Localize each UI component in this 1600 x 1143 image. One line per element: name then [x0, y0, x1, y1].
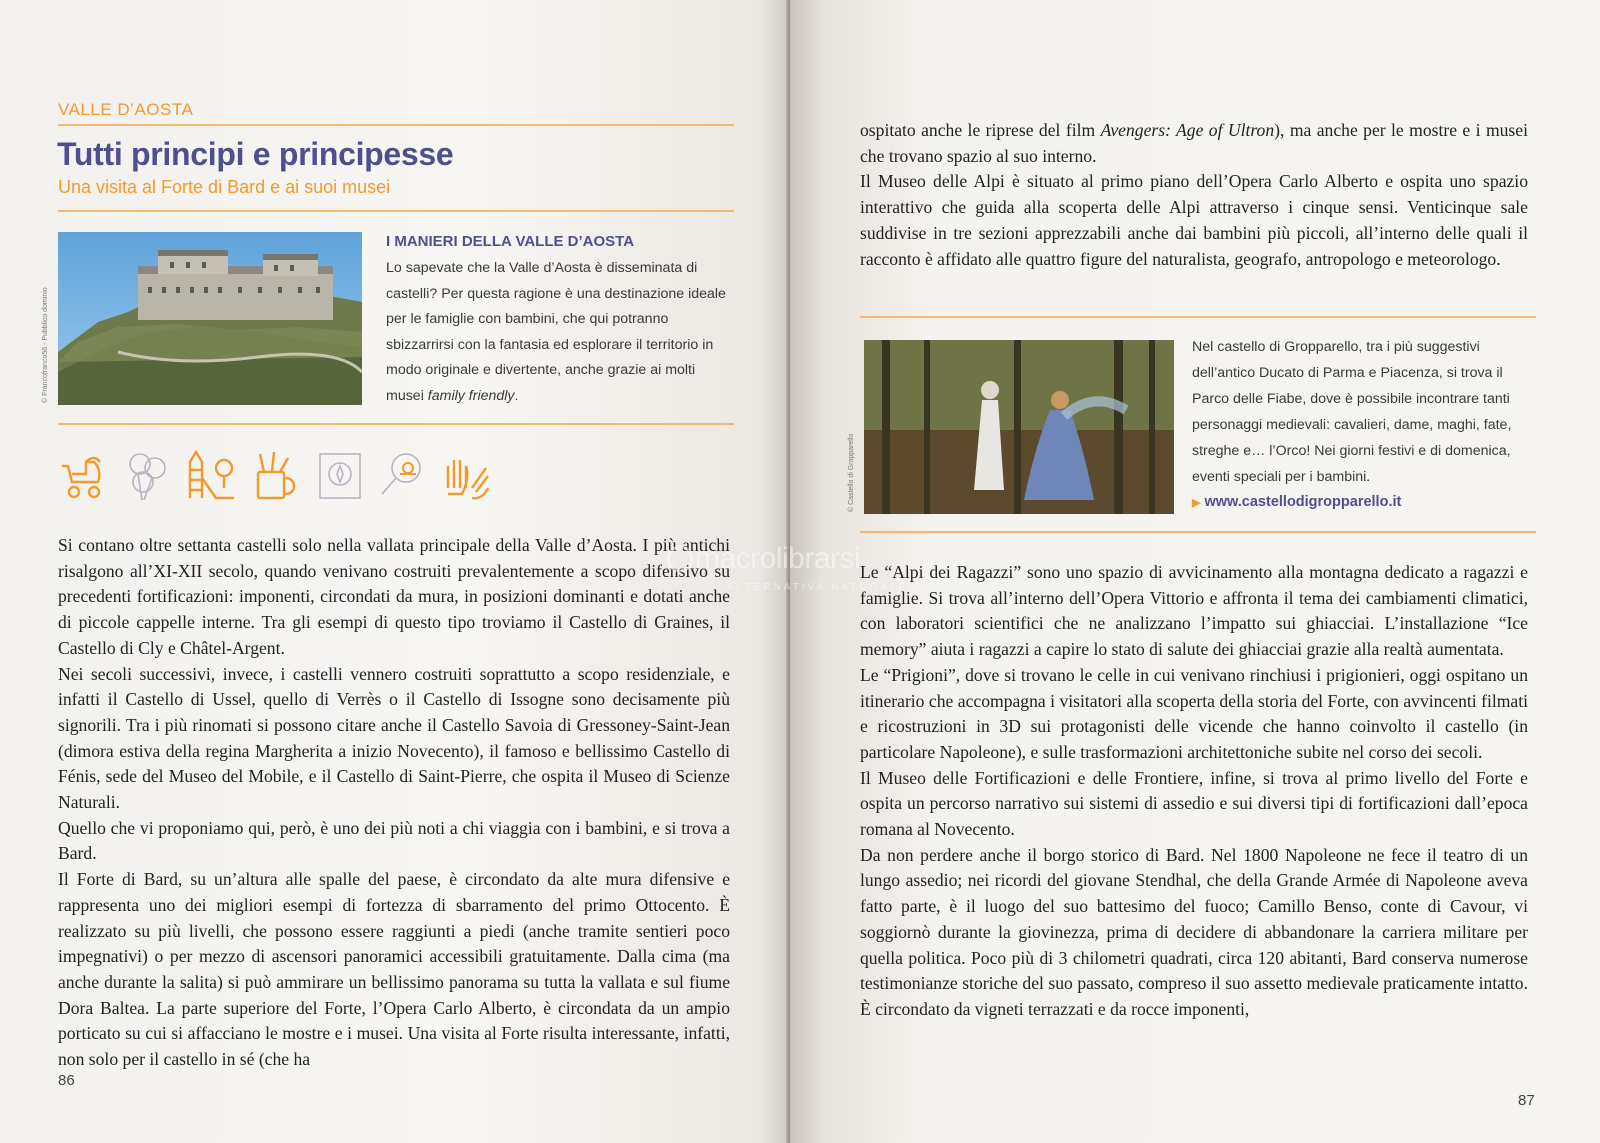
tower-tree-icon: [186, 448, 236, 502]
gropparello-photo: [864, 340, 1174, 514]
page-number: 86: [58, 1072, 75, 1089]
magnifier-snail-icon: [378, 448, 428, 502]
paragraph: Il Forte di Bard, su un’altura alle spalle del paese, è circondato da alte mura difensive e rappresenta uno dei migliori esempi di fortezza di sbarramento del primo Ottocento. È realizzato su più livelli, che possono essere raggiunti a piedi (anche tramite sentieri poco impegnativi) o per mezzo di ascensori panoramici accessibili gratuitamente. Dalla cima (ma anche durante la salita) si può ammirare un bellissimo panorama su tutta la vallata e sul fiume Dora Baltea. La parte superiore del Forte, l’Opera Carlo Alberto, è circondata da un ampio porticato su cui si affacciano le mostre e i musei. Una visita al Forte risulta interessante, infatti, non solo per il castello in sé (che ha: [58, 869, 730, 1070]
body-text-right: [860, 560, 1528, 1023]
paragraph: ospitato anche le riprese del film Avengers: Age of Ultron), ma anche per le mostre e i musei che trovano spazio al suo interno.: [860, 120, 1528, 166]
link-text[interactable]: www.castellodigropparello.it: [1204, 494, 1402, 510]
paragraph: Da non perdere anche il borgo storico di Bard. Nel 1800 Napoleone ne fece il teatro di un lungo assedio; nei ricordi del giovane Stendhal, che della Grande Armée di Napoleone aveva fatto parte, è il luogo del suo battesimo del fuoco; Camillo Benso, conte di Cavour, vi soggiornò durante la giovinezza, prima di decidere di abbandonare la carriera militare per quella politica. Poco più di 3 chilometri quadrati, circa 120 abitanti, Bard conserva numerose testimonianze storiche del suo passato, compreso il suo assetto medievale praticamente intatto. È circondato da vigneti terrazzati e da rocce imponenti,: [860, 844, 1528, 1019]
art-supplies-icon: [250, 448, 300, 502]
paragraph: Le “Alpi dei Ragazzi” sono uno spazio di avvicinamento alla montagna dedicato a ragazzi e famiglie. Si trova all’interno dell’Opera Vittorio e affronta il tema dei cambiamenti climatici, con laboratori scientifici che ne analizzano l’impatto sui ghiacciai. L’installazione “Ice memory” aiuta i ragazzi a capire lo stato di salute dei ghiacciai grazie alla realtà aumentata.: [860, 562, 1528, 660]
page-subtitle: Una visita al Forte di Bard e ai suoi musei: [58, 177, 391, 197]
arrow-icon: ▶: [1192, 497, 1201, 509]
hands-icon: [442, 448, 492, 502]
sidebar-text: Nel castello di Gropparello, tra i più suggestivi dell’antico Ducato di Parma e Piacenza, si trova il Parco delle Fiabe, dove è possibile incontrare tanti personaggi medievali: cavalieri, dame, maghi, fate, streghe e… l’Orco! Nei giorni festivi e di domenica, eventi speciali per i bambini.: [1192, 339, 1512, 485]
divider: [58, 210, 734, 212]
body-text-left: [58, 533, 730, 1073]
category-icons: [58, 448, 498, 506]
castle-website-link[interactable]: [1192, 494, 1401, 510]
divider: [860, 316, 1536, 318]
page-title: Tutti principi e principesse: [57, 136, 454, 172]
photo-credit: © Castello di Gropparello: [848, 433, 855, 512]
divider: [58, 124, 734, 126]
sidebar-text: Lo sapevate che la Valle d’Aosta è disseminata di castelli? Per questa ragione è una destinazione ideale per le famiglie con bambini, che qui potranno sbizzarrirsi con la fantasia ed esplorare il territorio in modo originale e divertente, anche grazie ai molti musei family friendly.: [386, 260, 726, 404]
paragraph: Il Museo delle Fortificazioni e delle Frontiere, infine, si trova al primo livello del Forte e ospita un percorso narrativo sui sistemi di assedio e sui diversi tipi di fortificazioni dall’epoca romana al Novecento.: [860, 767, 1528, 840]
forte-di-bard-photo: [58, 232, 362, 405]
paragraph: Si contano oltre settanta castelli solo nella vallata principale della Valle d’Aosta. I più antichi risalgono all’XI-XII secolo, quando venivano costruiti prevalentemente a scopo difensivo su precedenti fortificazioni: imponenti, circondati da mura, in posizioni dominanti e dotati anche di piccole cappelle interne. Tra gli esempi di questo tipo troviamo il Castello di Graines, il Castello di Cly e Châtel-Argent.: [58, 535, 730, 658]
stroller-icon: [58, 448, 108, 502]
paragraph: Il Museo delle Alpi è situato al primo piano dell’Opera Carlo Alberto e ospita uno spazio interattivo che guida alla scoperta delle Alpi attraverso i cinque sensi. Venticinque sale suddivise in tre sezioni apprezzabili anche dai bambini più piccoli, all’interno delle quali il racconto è affidato alle quattro figure del naturalista, geografo, antropologo e meteorologo.: [860, 171, 1528, 269]
paragraph: Nei secoli successivi, invece, i castelli vennero costruiti soprattutto a scopo residenziale, e infatti il Castello di Ussel, quello di Verrès o il Castello di Issogne sono decisamente più signorili. Tra i più rinomati si possono citare anche il Castello Savoia di Gressoney-Saint-Jean (dimora estiva della regina Margherita a inizio Novecento), il famoso e bellissimo Castello di Fénis, sede del Museo del Mobile, e il Castello di Saint-Pierre, che ospita il Museo di Scienze Naturali.: [58, 663, 730, 813]
sidebar-title: I MANIERI DELLA VALLE D’AOSTA: [386, 233, 635, 250]
compass-map-icon: [314, 448, 364, 502]
watermark: [665, 540, 955, 600]
watermark-subtext: ALTERNATIVA NATURALE: [727, 582, 908, 593]
divider: [58, 423, 734, 425]
page-number: 87: [1518, 1092, 1535, 1109]
balloons-icon: [122, 448, 172, 502]
divider: [860, 531, 1536, 533]
region-label: VALLE D’AOSTA: [58, 100, 194, 119]
paragraph: Quello che vi proponiamo qui, però, è uno dei più noti a chi viaggia con i bambini, e si trova a Bard.: [58, 817, 730, 864]
body-text-right-top: [860, 118, 1528, 272]
paragraph: Le “Prigioni”, dove si trovano le celle in cui venivano rinchiusi i prigionieri, oggi ospitano un itinerario che accompagna i visitatori alla scoperta della storia del Forte, con avvincenti filmati e ricostruzioni in 3D sui protagonisti delle vicende che hanno coinvolto il castello (in particolare Napoleone), e sulle trasformazioni architettoniche subite nel corso dei secoli.: [860, 664, 1528, 762]
watermark-text: macrolibrarsi: [695, 542, 861, 575]
photo-credit: © Francofranco56 - Pubblico dominio: [42, 287, 49, 403]
